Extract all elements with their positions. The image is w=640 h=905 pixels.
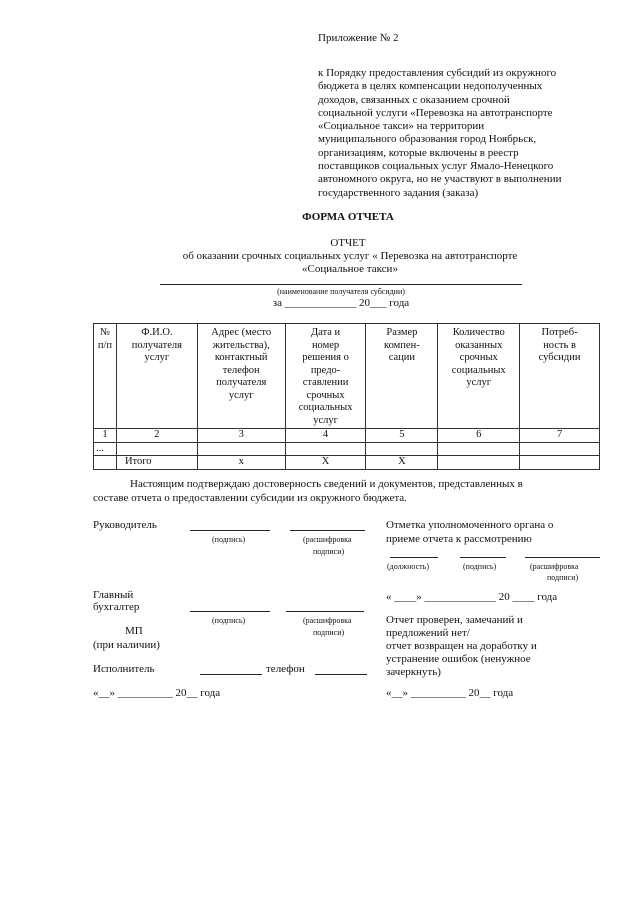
- head-signature-line[interactable]: [190, 530, 270, 531]
- table-row: [94, 456, 600, 470]
- head-decode-line[interactable]: [290, 530, 365, 531]
- appendix-line: поставщиков социальных услуг Ямало-Ненецкого: [318, 160, 554, 173]
- appendix-line: «Социальное такси» на территории: [318, 120, 485, 133]
- column-number: 1: [94, 429, 117, 443]
- form-title: ФОРМА ОТЧЕТА: [302, 211, 394, 223]
- column-header-line: субсидии: [538, 352, 581, 363]
- phone-line[interactable]: [315, 674, 367, 675]
- column-header-line: ность в: [543, 339, 576, 351]
- table-row: [94, 442, 600, 456]
- recipient-caption: (наименование получателя субсидии): [277, 287, 405, 296]
- signature-caption: (подпись): [212, 535, 246, 544]
- column-header-line: срочных: [459, 352, 498, 363]
- decode-caption-2: подписи): [313, 628, 345, 637]
- appendix-line: социальной услуги «Перевозка на автотранспорте: [318, 106, 553, 119]
- column-header-line: социальных: [451, 364, 506, 376]
- appendix-line: муниципального образования город Ноябрьск,: [318, 133, 537, 146]
- column-number: 6: [438, 429, 520, 443]
- column-header-line: Потреб-: [541, 327, 578, 338]
- table-cell[interactable]: Итого: [116, 456, 197, 470]
- column-number: 5: [366, 429, 438, 443]
- checked-line: Отчет проверен, замечаний и: [386, 614, 523, 626]
- executor-line[interactable]: [200, 674, 262, 675]
- authority-mark: Отметка уполномоченного органа о: [386, 519, 554, 531]
- chief-signature-line[interactable]: [190, 611, 270, 612]
- column-header-line: услуг: [228, 389, 254, 401]
- column-number: 3: [197, 429, 285, 443]
- chief-decode-line[interactable]: [286, 611, 364, 612]
- column-header-line: номер: [311, 339, 340, 351]
- phone-label: телефон: [266, 663, 305, 675]
- decode-caption: (расшифровка: [303, 616, 352, 625]
- confirm-line-2: составе отчета о предоставлении субсидии из окружного бюджета.: [93, 492, 407, 504]
- column-header: [94, 324, 117, 429]
- column-header-line: услуг: [313, 414, 338, 426]
- report-subtitle-2: «Социальное такси»: [302, 263, 398, 275]
- stamp-label: МП: [125, 625, 143, 637]
- authority-date-1: « ____» _____________ 20 ____ года: [386, 591, 558, 603]
- appendix-line: государственного задания (заказа): [318, 186, 479, 199]
- decode-caption: (расшифровка: [303, 535, 352, 544]
- column-header-line: Адрес (место: [211, 327, 272, 338]
- checked-line: устранение ошибок (ненужное: [386, 653, 531, 665]
- column-header-line: предо-: [310, 364, 341, 376]
- checked-line: предложений нет/: [386, 627, 470, 639]
- column-header-line: ставлении: [302, 377, 349, 388]
- table-cell[interactable]: [197, 442, 285, 456]
- appendix-line: к Порядку предоставления субсидий из окружного: [318, 67, 557, 79]
- column-header: [197, 324, 285, 429]
- table-cell[interactable]: [366, 442, 438, 456]
- column-header-line: срочных: [306, 389, 345, 401]
- column-header-line: сации: [388, 352, 416, 363]
- column-header: [520, 324, 600, 429]
- column-header-line: контактный: [214, 352, 268, 363]
- stamp-note: (при наличии): [93, 639, 160, 651]
- confirm-line-1: Настоящим подтверждаю достоверность сведений и документов, представленных в: [130, 478, 523, 490]
- decode-caption: (расшифровка: [530, 562, 579, 571]
- column-header-line: получателя: [216, 377, 267, 388]
- column-header-line: получателя: [131, 339, 182, 351]
- column-header-line: компен-: [384, 339, 420, 351]
- column-number: 2: [116, 429, 197, 443]
- column-header: [438, 324, 520, 429]
- signature-caption: (подпись): [463, 562, 497, 571]
- table-cell[interactable]: [116, 442, 197, 456]
- column-header-line: №: [99, 327, 110, 338]
- column-header-line: Количество: [452, 327, 505, 338]
- column-number-row: [94, 429, 600, 443]
- column-header-line: п/п: [97, 339, 113, 351]
- table-cell[interactable]: [285, 442, 366, 456]
- report-table: [93, 323, 600, 470]
- authority-decode-line[interactable]: [525, 557, 600, 558]
- decode-caption-2: подписи): [547, 573, 579, 582]
- position-caption: (должность): [387, 562, 429, 571]
- column-header-line: Ф.И.О.: [141, 327, 173, 338]
- head-label: Руководитель: [93, 519, 157, 531]
- column-header-line: телефон: [222, 364, 260, 376]
- table-cell[interactable]: ...: [94, 442, 117, 456]
- column-header: [116, 324, 197, 429]
- report-subtitle: об оказании срочных социальных услуг « Перевозка на автотранспорте: [182, 250, 518, 262]
- column-header-line: Размер: [386, 327, 418, 338]
- column-header-line: услуг: [466, 377, 492, 388]
- table-cell[interactable]: Х: [285, 456, 366, 470]
- authority-mark-2: приеме отчета к рассмотрению: [386, 533, 532, 545]
- table-cell[interactable]: [438, 456, 520, 470]
- column-number: 7: [520, 429, 600, 443]
- report-period: за _____________ 20___ года: [272, 297, 410, 309]
- authority-signature-line[interactable]: [460, 557, 506, 558]
- appendix-line: автономного округа, но не участвуют в выполнении: [318, 173, 562, 186]
- column-header-line: жительства),: [212, 339, 270, 351]
- chief-label: Главный: [93, 589, 134, 601]
- appendix-line: бюджета в целях компенсации недополученных: [318, 80, 543, 93]
- column-header-line: Дата и: [310, 327, 341, 338]
- signature-caption: (подпись): [212, 616, 246, 625]
- column-number: 4: [285, 429, 366, 443]
- appendix-line: доходов, связанных с оказанием срочной: [318, 93, 510, 106]
- table-cell[interactable]: [520, 442, 600, 456]
- report-title: ОТЧЕТ: [330, 237, 366, 249]
- authority-date-2: «__» __________ 20__ года: [386, 687, 514, 699]
- table-cell[interactable]: [438, 442, 520, 456]
- chief-label-2: бухгалтер: [93, 601, 140, 613]
- table-cell[interactable]: Х: [366, 456, 438, 470]
- table-cell[interactable]: [520, 456, 600, 470]
- column-header-line: услуг: [144, 352, 170, 363]
- position-line[interactable]: [390, 557, 438, 558]
- column-header-line: оказанных: [455, 339, 503, 351]
- sign-date: «__» __________ 20__ года: [93, 687, 221, 699]
- appendix-title: Приложение № 2: [318, 32, 399, 44]
- appendix-line: организациям, которые включены в реестр: [318, 146, 519, 159]
- column-header: [285, 324, 366, 429]
- table-cell[interactable]: [94, 456, 117, 470]
- executor-label: Исполнитель: [93, 663, 155, 675]
- column-header-line: решения о: [302, 352, 349, 363]
- checked-line: зачеркнуть): [386, 666, 441, 678]
- checked-line: отчет возвращен на доработку и: [386, 640, 537, 652]
- table-cell[interactable]: х: [197, 456, 285, 470]
- appendix-paragraph: [318, 67, 561, 200]
- column-header: [366, 324, 438, 429]
- column-header-line: социальных: [298, 402, 353, 413]
- decode-caption-2: подписи): [313, 547, 345, 556]
